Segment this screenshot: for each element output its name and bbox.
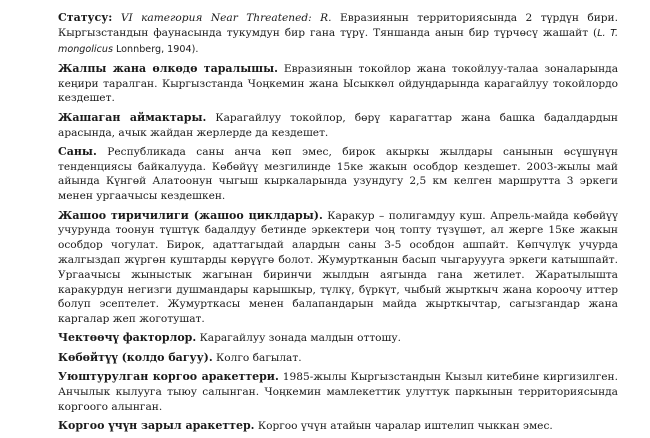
document-body <box>58 11 618 438</box>
threats-heading: Чектөөчү факторлор. <box>58 331 197 345</box>
threats-text: Карагайлуу зонада малдын оттошу. <box>196 332 402 345</box>
breeding-heading: Көбөйтүү (колдо багуу). <box>58 350 213 364</box>
status-paragraph <box>58 11 618 57</box>
subspecies-author: Lonnberg, 1904). <box>112 43 199 55</box>
habitat-paragraph <box>58 111 618 141</box>
measures-taken-paragraph <box>58 370 618 414</box>
distribution-text: Евразиянын токойлор жана токойлуу-талаа зоналарында кеңири таралган. Кыргызстанда Чоңкемин жана Ысыккөл ойдуңдарында карагайлуу токойлордо кездешет. <box>58 62 619 105</box>
measures-taken-text: 1985-жылы Кыргызстандын Кызыл китебине киргизилген. Анчылык кылууга тыюу салынган. Чоңкемин мамлекеттик улуттук паркынын территориясында коргоого алынган. <box>58 371 618 413</box>
measures-taken-heading: Уюштурулган коргоо аракеттери. <box>58 370 279 384</box>
measures-needed-heading: Коргоо үчүн зарыл аракеттер. <box>58 418 255 432</box>
measures-needed-text: Коргоо үчүн атайын чаралар иштелип чыккан эмес. <box>254 419 553 432</box>
status-category: VI категория Near Threatened: R. <box>120 12 332 24</box>
distribution-paragraph <box>58 62 618 106</box>
breeding-paragraph <box>58 351 618 366</box>
status-heading: Статусу: <box>58 11 113 24</box>
life-cycle-paragraph <box>58 209 618 327</box>
population-heading: Саны. <box>58 144 97 158</box>
threats-paragraph <box>58 331 618 346</box>
measures-needed-paragraph <box>58 419 618 434</box>
habitat-text: Карагайлуу токойлор, бөрү карагаттар жана башка бадалдардын арасында, ачык жайдан жерлерде да кездешет. <box>58 111 618 139</box>
subspecies-latin-name: L. T. mongolicus <box>58 27 619 55</box>
distribution-heading: Жалпы жана өлкөдө таралышы. <box>58 61 278 75</box>
breeding-text: Колго багылат. <box>212 351 302 364</box>
status-text: Евразиянын территориясында 2 түрдүн бири. Кыргызстандын фаунасында тукумдун бир гана түрү. Тяншанда анын бир түрчөсү жашайт ( <box>58 12 618 39</box>
population-text: Республикада саны анча көп эмес, бирок акыркы жылдары санынын өсүшүнүн тенденциясы байкалууда. Көбөйүү мезгилинде 15ке жакын особдор кездешет. 2003-жылы май айында Күнгөй Алатоонун чыгыш кыркаларында узундугу 2,5 км келген маршрутта 3 эркеги менен ургаачысы кездешкен. <box>58 145 618 203</box>
life-cycle-heading: Жашоо тиричилиги (жашоо циклдары). <box>58 208 323 222</box>
habitat-heading: Жашаган аймактары. <box>58 110 207 124</box>
life-cycle-text: Каракур – полигамдуу куш. Апрель-майда көбөйүү учурунда тоонун түштүк бадалдуу бетинде эркектери чоң топту түзүшөт, ал жерге 15ке жакын особдор чогулат. Бирок, адаттагыдай алардын саны 3-5 особдон ашпайт. Көпчүлүк учурда жалгыздап жүргөн куштарды көрүүгө болот. Жумуртканын басып чыгаруууга эркеги катышпайт. Ургаачысы жыныстык жагынан биринчи жылдын аягында гана жетилет. Жаратылышта каракурдун негизги душмандары карышкыр, түлкү, бүркүт, чыбый жырткыч жана короочу иттер болуп эсептелет. Жумурткасы менен балапандарын майда жырткычтар, сагызгандар жана каргалар жеп жоготушат. <box>58 209 618 326</box>
population-paragraph <box>58 145 618 204</box>
